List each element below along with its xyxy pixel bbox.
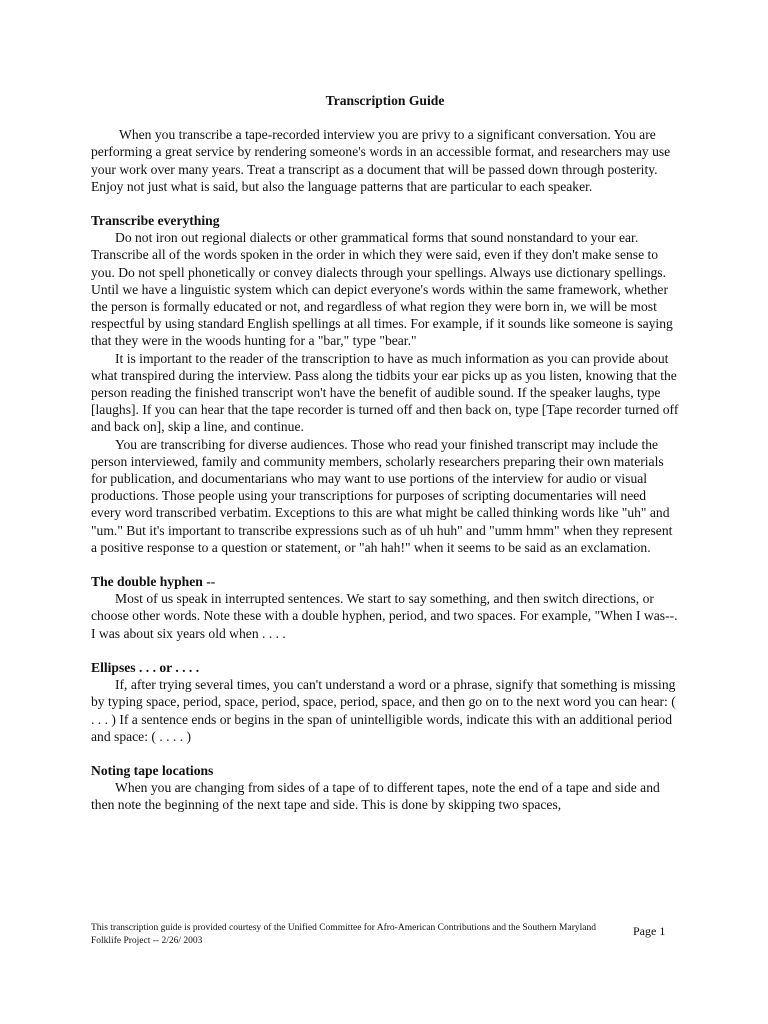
section-paragraph: You are transcribing for diverse audiences. Those who read your finished transcript may include the person interviewed, family and community members, scholarly researchers preparing their own materials for publication, and documentarians who may want to use portions of the interview for audio or visual productions. Those people using your transcriptions for purposes of scripting documentaries will need every word transcribed verbatim. Exceptions to this are what might be called thinking words like "uh" and "um." But it's important to transcribe expressions such as of uh huh" and "umm hmm" when they represent a positive response to a question or statement, or "ah hah!" when it seems to be said as an exclamation. (91, 436, 673, 555)
section-paragraph: Most of us speak in interrupted sentences. We start to say something, and then switch directions, or choose other words. Note these with a double hyphen, period, and two spaces. For example, "When I was--. I was about six years old when . . . . (91, 591, 678, 641)
section-heading-noting-tape-locations: Noting tape locations (91, 762, 214, 778)
section-heading-ellipses: Ellipses . . . or . . . . (91, 659, 200, 675)
page-number: Page 1 (633, 924, 666, 938)
section-paragraph: Do not iron out regional dialects or other grammatical forms that sound nonstandard to your ear. Transcribe all of the words spoken in the order in which they were said, even if they don't make sense to you. Do not spell phonetically or convey dialects through your spellings. Always use dictionary spellings. Until we have a linguistic system which can depict everyone's words within the same framework, whether the person is formally educated or not, and regardless of what region they were born in, we will be most respectful by using standard English spellings at all times. For example, if it sounds like someone is saying that they were in the woods hunting for a "bar," type "bear." (91, 230, 673, 349)
footer-credit: This transcription guide is provided courtesy of the Unified Committee for Afro-American Contributions and the Southern Maryland Folklife Project -- 2/26/ 2003 (91, 923, 596, 946)
section-paragraph: It is important to the reader of the transcription to have as much information as you can provide about what transpired during the interview. Pass along the tidbits your ear picks up as you listen, knowing that the person reading the finished transcript won't have the benefit of audible sound. If the speaker laughs, type [laughs]. If you can hear that the tape recorder is turned off and then back on, type [Tape recorder turned off and back on], skip a line, and continue. (91, 350, 679, 435)
document-title: Transcription Guide (325, 93, 445, 108)
section-paragraph: When you are changing from sides of a tape of to different tapes, note the end of a tape and side and then note the beginning of the next tape and side. This is done by skipping two spaces, (91, 780, 660, 813)
section-heading-double-hyphen: The double hyphen -- (91, 574, 216, 590)
intro-paragraph: When you transcribe a tape-recorded interview you are privy to a significant conversation. You are performing a great service by rendering someone's words in an accessible format, and researchers may use your work over many years. Treat a transcript as a document that will be passed down through posterity. Enjoy not just what is said, but also the language patterns that are particular to each speaker. (91, 127, 671, 194)
document-body (91, 92, 679, 814)
page-footer (91, 922, 679, 948)
section-paragraph: If, after trying several times, you can't understand a word or a phrase, signify that something is missing by typing space, period, space, period, space, period, space, and then go on to the next word you can hear: ( . . . ) If a sentence ends or begins in the span of unintelligible words, indicate this with an additional period and space: ( . . . . ) (91, 677, 676, 744)
section-heading-transcribe-everything: Transcribe everything (91, 213, 220, 229)
